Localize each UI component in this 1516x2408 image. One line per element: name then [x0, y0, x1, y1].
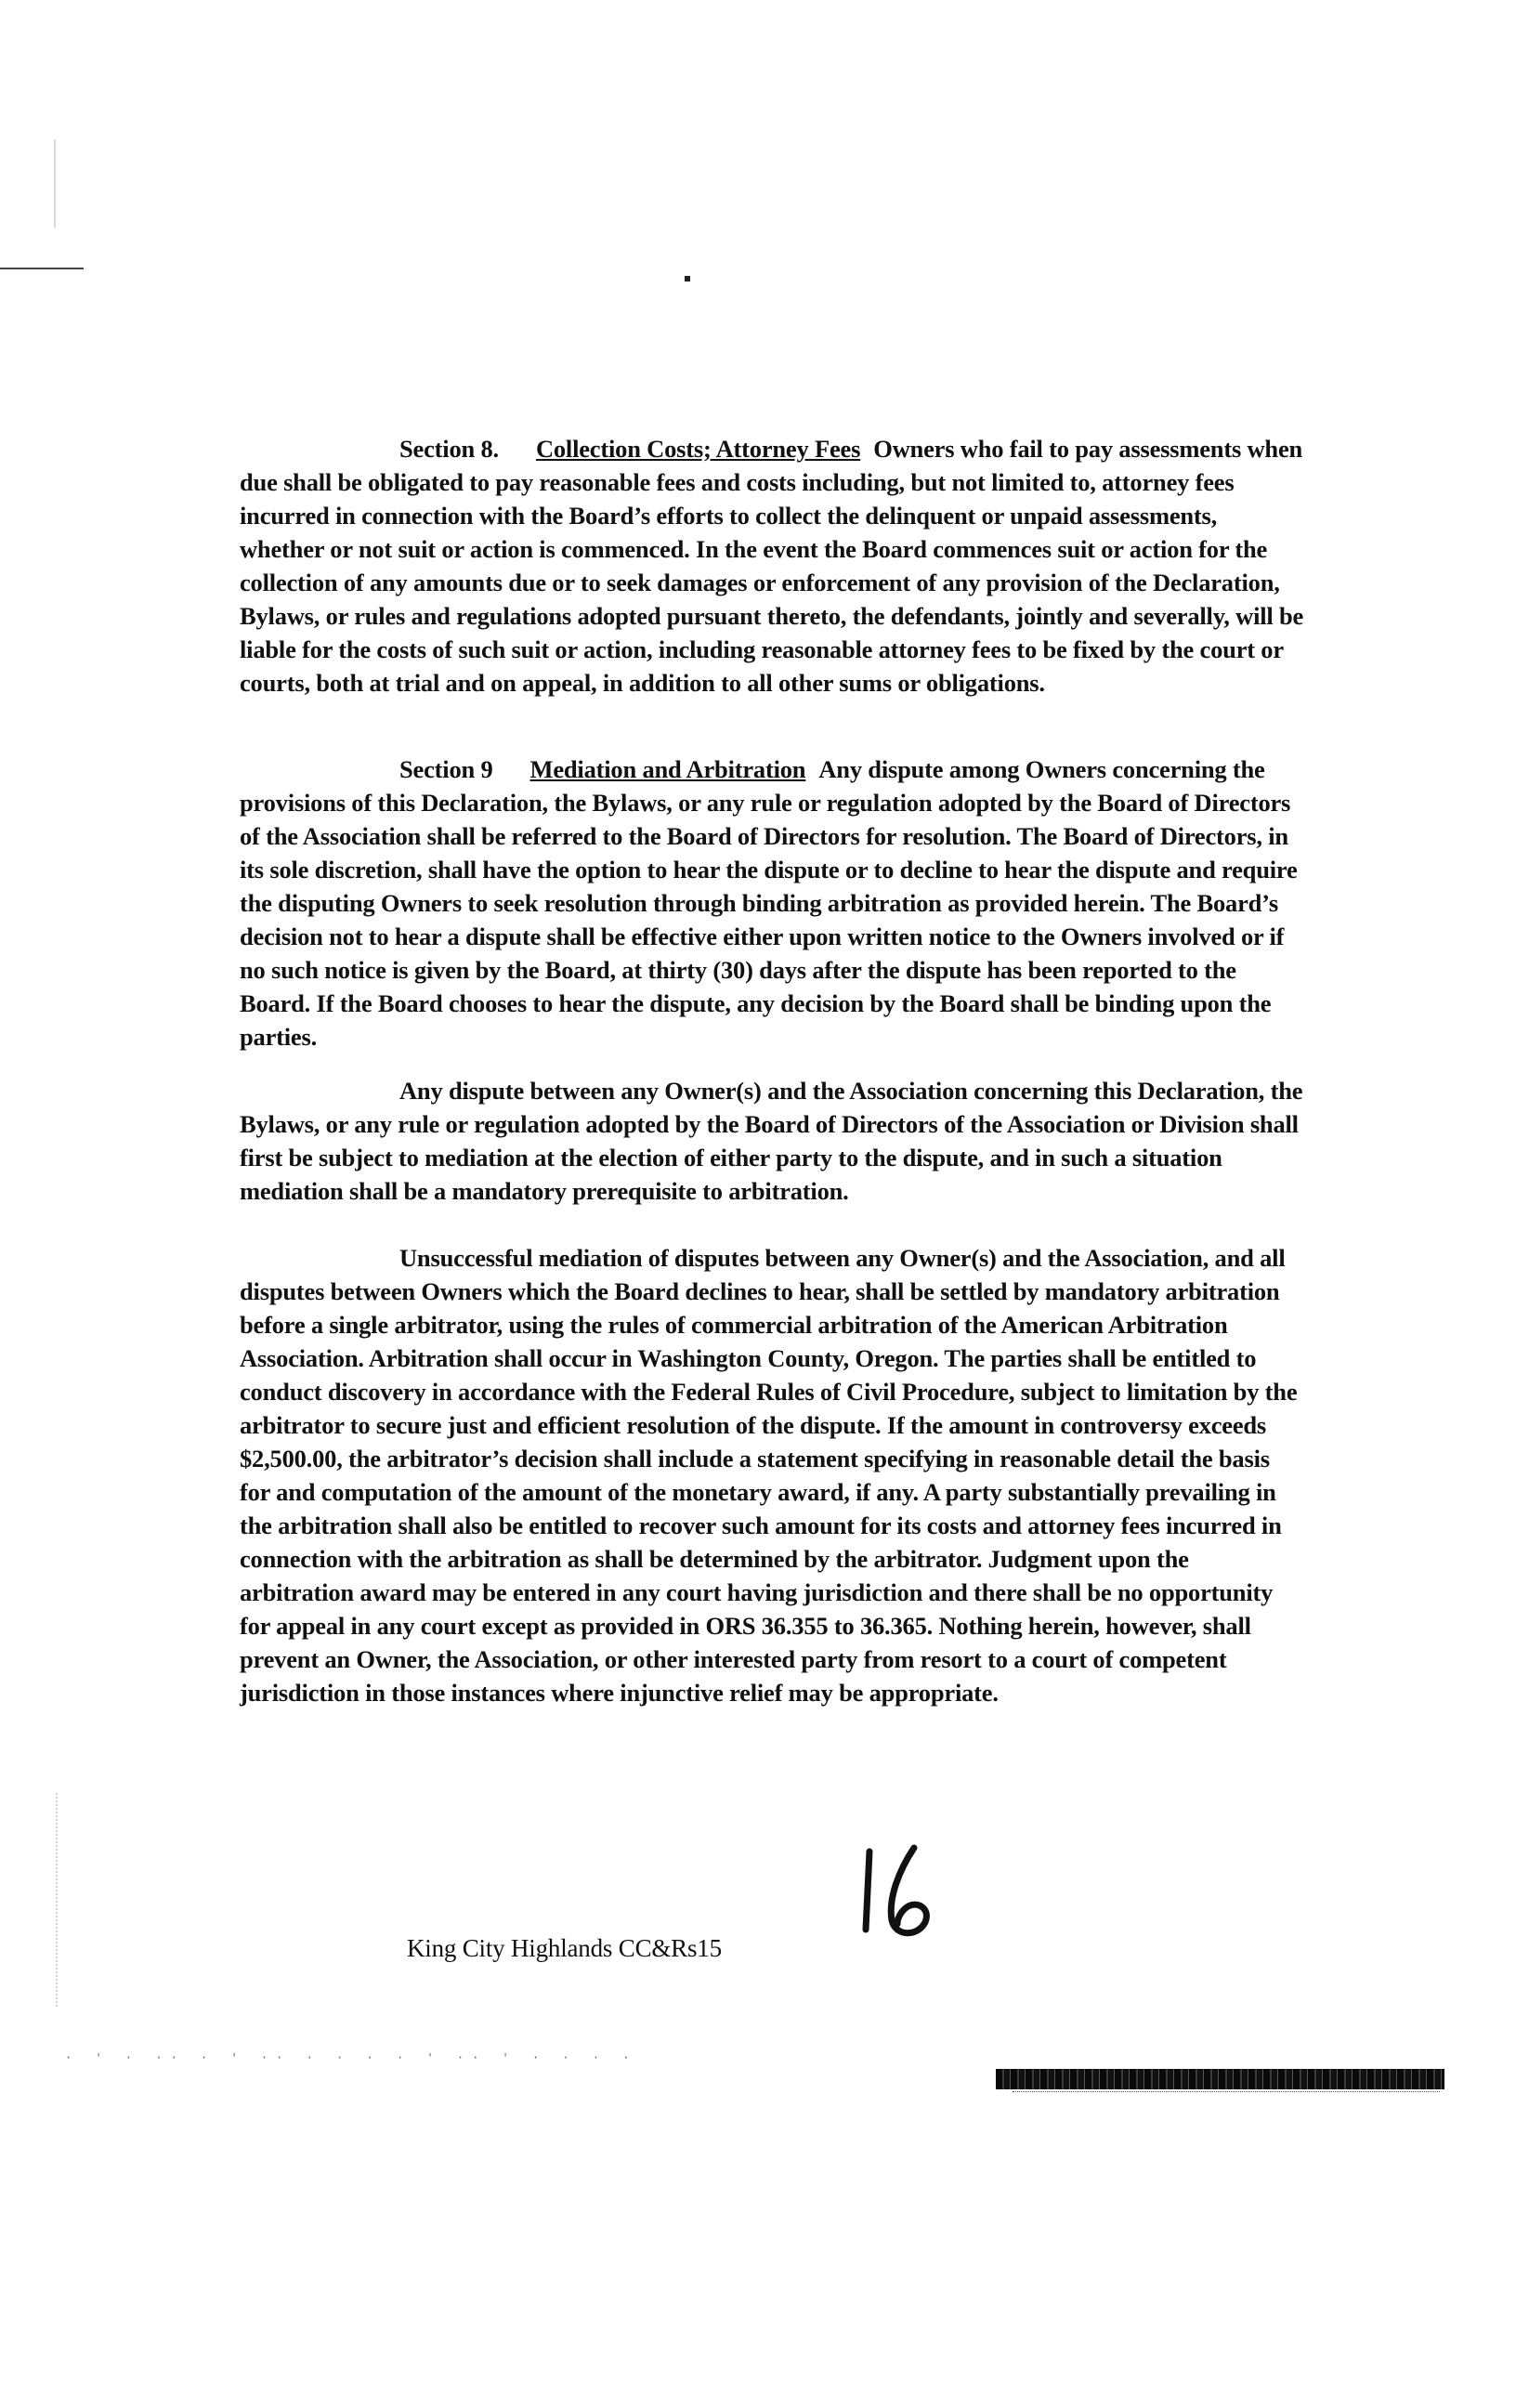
section-9-body: Any dispute among Owners concerning the provisions of this Declaration, the Bylaws, or any rule or regulation adopted by the Board of Directors of the Association shall be referred to the Board of Directors for resolution. The Board of Directors, in its sole discretion, shall have the option to hear the dispute or to decline to hear the dispute and require the disputing Owners to seek resolution through binding arbitration as provided herein. The Board’s decision not to hear a dispute shall be effective either upon written notice to the Owners involved or if no such notice is given by the Board, at thirty (30) days after the dispute has been reported to the Board. If the Board chooses to hear the dispute, any decision by the Board shall be binding upon the parties. [240, 755, 1298, 1051]
scan-artifact-dash [0, 268, 84, 269]
handwritten-page-number [856, 1844, 959, 1951]
scan-artifact-specks: · ' · ·· · ' ·· · · · · ' ·· ' · · · · [65, 2051, 638, 2064]
section-8-body: Owners who fail to pay assessments when due shall be obligated to pay reasonable fees and costs including, but not limited to, attorney fees incurred in connection with the Board’s efforts to collect the delinquent or unpaid assessments, whether or not suit or action is commenced. In the event the Board commences suit or action for the collection of any amounts due or to seek damages or enforcement of any provision of the Declaration, Bylaws, or rules and regulations adopted pursuant thereto, the defendants, jointly and severally, will be liable for the costs of such suit or action, including reasonable attorney fees to be fixed by the court or courts, both at trial and on appeal, in addition to all other sums or obligations. [240, 435, 1304, 697]
footer-document-title: King City Highlands CC&Rs15 [407, 1934, 722, 1962]
arbitration-paragraph-text: Unsuccessful mediation of disputes between any Owner(s) and the Association, and all disputes between Owners which the Board declines to hear, shall be settled by mandatory arbitration before a single arbitrator, using the rules of commercial arbitration of the American Arbitration Association. Arbitration shall occur in Washington County, Oregon. The parties shall be entitled to conduct discovery in accordance with the Federal Rules of Civil Procedure, subject to limitation by the arbitrator to secure just and efficient resolution of the dispute. If the amount in controversy exceeds $2,500.00, the arbitrator’s decision shall include a statement specifying in reasonable detail the basis for and computation of the amount of the monetary award, if any. A party substantially prevailing in the arbitration shall also be entitled to recover such amount for its costs and attorney fees incurred in connection with the arbitration as shall be determined by the arbitrator. Judgment upon the arbitration award may be entered in any court having jurisdiction and there shall be no opportunity for appeal in any court except as provided in ORS 36.355 to 36.365. Nothing herein, however, shall prevent an Owner, the Association, or other interested party from resort to a court of competent jurisdiction in those instances where injunctive relief may be appropriate. [240, 1244, 1298, 1707]
mediation-paragraph-text: Any dispute between any Owner(s) and the Association concerning this Declaration, the Bylaws, or any rule or regulation adopted by the Board of Directors of the Association or Division shall first be subject to mediation at the election of either party to the dispute, and in such a situation mediation shall be a mandatory prerequisite to arbitration. [240, 1077, 1303, 1205]
section-9-heading: Mediation and Arbitration [529, 755, 806, 783]
section-9-paragraph [240, 752, 1306, 1054]
section-8-paragraph [240, 432, 1306, 700]
mediation-paragraph [240, 1074, 1306, 1208]
arbitration-paragraph [240, 1241, 1306, 1709]
scan-artifact-bar [996, 2069, 1444, 2089]
section-8-heading: Collection Costs; Attorney Fees [535, 435, 861, 463]
scan-artifact-dot [685, 276, 690, 281]
scan-artifact-line [54, 139, 56, 228]
section-9-number: Section 9 [399, 755, 493, 783]
scan-artifact-ticks [1013, 2091, 1440, 2100]
section-8-number: Section 8. [399, 435, 499, 463]
scan-artifact-margin [56, 1793, 59, 2007]
